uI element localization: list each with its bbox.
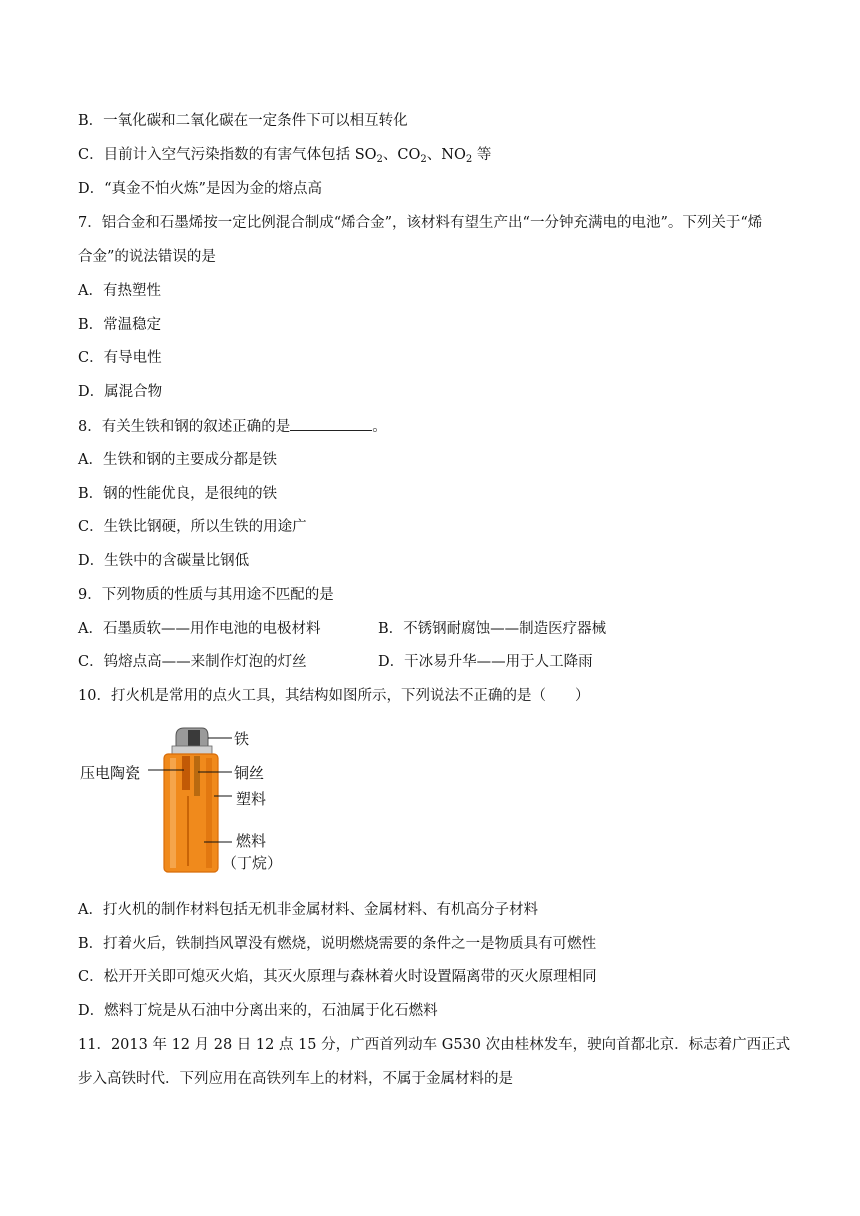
q7-stem-line-2: 合金”的说法错误的是 [78,249,216,265]
q7-stem-line-1: 7．铝合金和石墨烯按一定比例混合制成“烯合金”，该材料有望生产出“一分钟充满电的电池”。下列关于“烯 [78,215,763,231]
label-fuel: 燃料 [236,832,267,850]
label-piezo-ceramic: 压电陶瓷 [80,764,141,782]
q9-option-d: D．干冰易升华——用于人工降雨 [378,654,593,670]
q6c-sub-1: 2 [376,154,383,165]
piezo-element [182,756,190,790]
body-shade [206,758,212,868]
q8-option-b: B．钢的性能优良，是很纯的铁 [78,486,278,502]
q8-option-c: C．生铁比钢硬，所以生铁的用途广 [78,519,307,535]
q10-option-a: A．打火机的制作材料包括无机非金属材料、金属材料、有机高分子材料 [78,902,538,918]
answer-blank [290,416,372,431]
q7-option-a: A．有热塑性 [78,283,161,299]
q6c-text-4: 等 [472,147,492,163]
lighter-figure [78,722,308,878]
q9-stem: 9．下列物质的性质与其用途不匹配的是 [78,587,334,603]
q8-stem-text: 8．有关生铁和钢的叙述正确的是 [78,419,291,435]
q11-stem-line-1: 11．2013 年 12 月 28 日 12 点 15 分，广西首列动车 G530 次由桂林发车，驶向首都北京．标志着广西正式 [78,1037,791,1053]
q10-stem: 10．打火机是常用的点火工具，其结构如图所示，下列说法不正确的是（ ） [78,688,590,704]
copper-wire [194,756,200,796]
label-butane: （丁烷） [222,854,283,872]
label-plastic: 塑料 [236,790,267,808]
q9-option-a: A．石墨质软——用作电池的电极材料 [78,621,321,637]
q6c-text-1: C．目前计入空气污染指数的有害气体包括 SO [78,147,377,163]
q6c-text-3: 、NO [426,147,466,163]
q10-option-c: C．松开开关即可熄灭火焰，其灭火原理与森林着火时设置隔离带的灭火原理相同 [78,969,597,985]
q8-stem [78,416,387,437]
q6-option-b: B．一氧化碳和二氧化碳在一定条件下可以相互转化 [78,113,408,129]
body-highlight [170,758,176,868]
top-collar [172,746,212,754]
q7-option-d: D．属混合物 [78,384,163,400]
q7-option-c: C．有导电性 [78,350,162,366]
label-copper-wire: 铜丝 [234,764,265,782]
q10-option-d: D．燃料丁烷是从石油中分离出来的，石油属于化石燃料 [78,1003,438,1019]
guard-slot [188,730,200,746]
label-iron: 铁 [234,730,250,748]
q6-option-c [78,145,491,165]
q8-option-d: D．生铁中的含碳量比钢低 [78,553,250,569]
q6c-text-2: 、CO [382,147,421,163]
q8-option-a: A．生铁和钢的主要成分都是铁 [78,452,277,468]
q7-option-b: B．常温稳定 [78,317,162,333]
q8-stem-end: 。 [372,419,387,435]
q11-stem-line-2: 步入高铁时代．下列应用在高铁列车上的材料，不属于金属材料的是 [78,1071,513,1087]
q10-option-b: B．打着火后，铁制挡风罩没有燃烧，说明燃烧需要的条件之一是物质具有可燃性 [78,936,597,952]
q6c-sub-2: 2 [420,154,427,165]
q6c-sub-3: 2 [465,154,473,165]
q9-option-b: B．不锈钢耐腐蚀——制造医疗器械 [378,621,607,637]
q9-option-c: C．钨熔点高——来制作灯泡的灯丝 [78,654,307,670]
q6-option-d: D．“真金不怕火炼”是因为金的熔点高 [78,181,322,197]
